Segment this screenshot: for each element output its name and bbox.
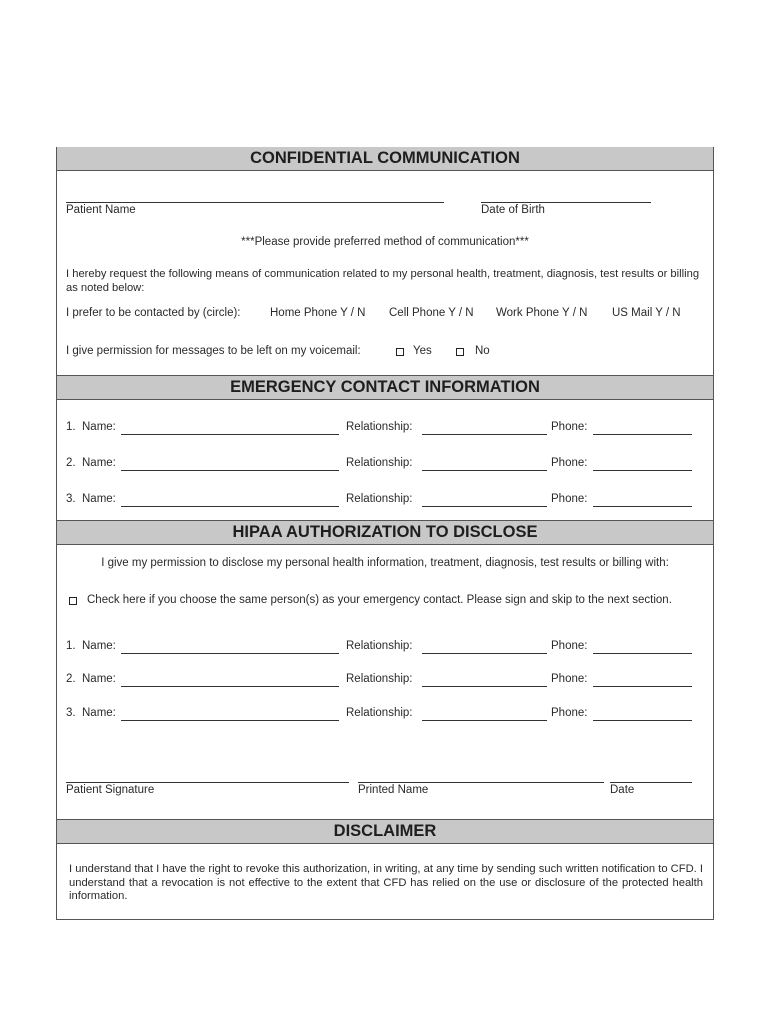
phone-line[interactable] [593,506,692,507]
phone-label: Phone: [551,673,588,685]
option-home-phone[interactable]: Home Phone Y / N [270,307,366,319]
phone-line[interactable] [593,686,692,687]
name-label: Name: [82,457,116,469]
name-line[interactable] [121,506,339,507]
section-header-emergency: EMERGENCY CONTACT INFORMATION [57,375,713,400]
hipaa-permission-text: I give my permission to disclose my personal health information, treatment, diagnosis, test results or billing with: [101,557,669,569]
name-line[interactable] [121,720,339,721]
patient-signature-label: Patient Signature [66,784,155,796]
date-of-birth-label: Date of Birth [481,204,545,216]
printed-name-line[interactable] [358,782,604,783]
relationship-label: Relationship: [346,640,413,652]
option-work-phone[interactable]: Work Phone Y / N [496,307,588,319]
phone-label: Phone: [551,707,588,719]
phone-label: Phone: [551,640,588,652]
voicemail-no-checkbox[interactable] [456,348,464,356]
voicemail-permission-label: I give permission for messages to be left on my voicemail: [66,345,361,357]
voicemail-no-label: No [475,345,490,357]
relationship-line[interactable] [422,720,547,721]
request-text: I hereby request the following means of communication related to my personal health, treatment, diagnosis, test results or billing as noted below: [66,268,700,294]
name-line[interactable] [121,686,339,687]
row-number: 2. [66,457,76,469]
section-header-hipaa: HIPAA AUTHORIZATION TO DISCLOSE [57,520,713,545]
phone-line[interactable] [593,653,692,654]
name-label: Name: [82,707,116,719]
communication-form [56,147,714,920]
relationship-line[interactable] [422,686,547,687]
phone-label: Phone: [551,457,588,469]
date-of-birth-line[interactable] [481,202,651,203]
row-number: 3. [66,707,76,719]
name-label: Name: [82,421,116,433]
name-label: Name: [82,493,116,505]
relationship-line[interactable] [422,506,547,507]
voicemail-yes-label: Yes [413,345,432,357]
preferred-method-note: ***Please provide preferred method of communication*** [241,236,529,248]
phone-label: Phone: [551,493,588,505]
date-line[interactable] [610,782,692,783]
section-header-confidential: CONFIDENTIAL COMMUNICATION [57,147,713,171]
relationship-label: Relationship: [346,421,413,433]
relationship-line[interactable] [422,653,547,654]
option-cell-phone[interactable]: Cell Phone Y / N [389,307,474,319]
printed-name-label: Printed Name [358,784,429,796]
row-number: 1. [66,640,76,652]
section-header-disclaimer: DISCLAIMER [57,819,713,844]
relationship-line[interactable] [422,470,547,471]
relationship-label: Relationship: [346,457,413,469]
same-as-emergency-checkbox[interactable] [69,597,77,605]
voicemail-yes-checkbox[interactable] [396,348,404,356]
relationship-label: Relationship: [346,673,413,685]
date-label: Date [610,784,635,796]
patient-name-line[interactable] [66,202,444,203]
name-line[interactable] [121,470,339,471]
relationship-label: Relationship: [346,493,413,505]
row-number: 1. [66,421,76,433]
name-line[interactable] [121,434,339,435]
relationship-label: Relationship: [346,707,413,719]
disclaimer-text: I understand that I have the right to revoke this authorization, in writing, at any time by sending such written notification to CFD. I understand that a revocation is not effective to the extent that CFD has relied on the use or disclosure of the protected health information. [69,863,703,902]
prefer-contact-label: I prefer to be contacted by (circle): [66,307,241,319]
row-number: 3. [66,493,76,505]
same-as-emergency-label: Check here if you choose the same person(s) as your emergency contact. Please sign and skip to the next section. [87,594,672,606]
phone-line[interactable] [593,470,692,471]
phone-label: Phone: [551,421,588,433]
patient-name-label: Patient Name [66,204,136,216]
phone-line[interactable] [593,434,692,435]
name-label: Name: [82,673,116,685]
phone-line[interactable] [593,720,692,721]
row-number: 2. [66,673,76,685]
name-label: Name: [82,640,116,652]
relationship-line[interactable] [422,434,547,435]
option-us-mail[interactable]: US Mail Y / N [612,307,681,319]
patient-signature-line[interactable] [66,782,349,783]
name-line[interactable] [121,653,339,654]
